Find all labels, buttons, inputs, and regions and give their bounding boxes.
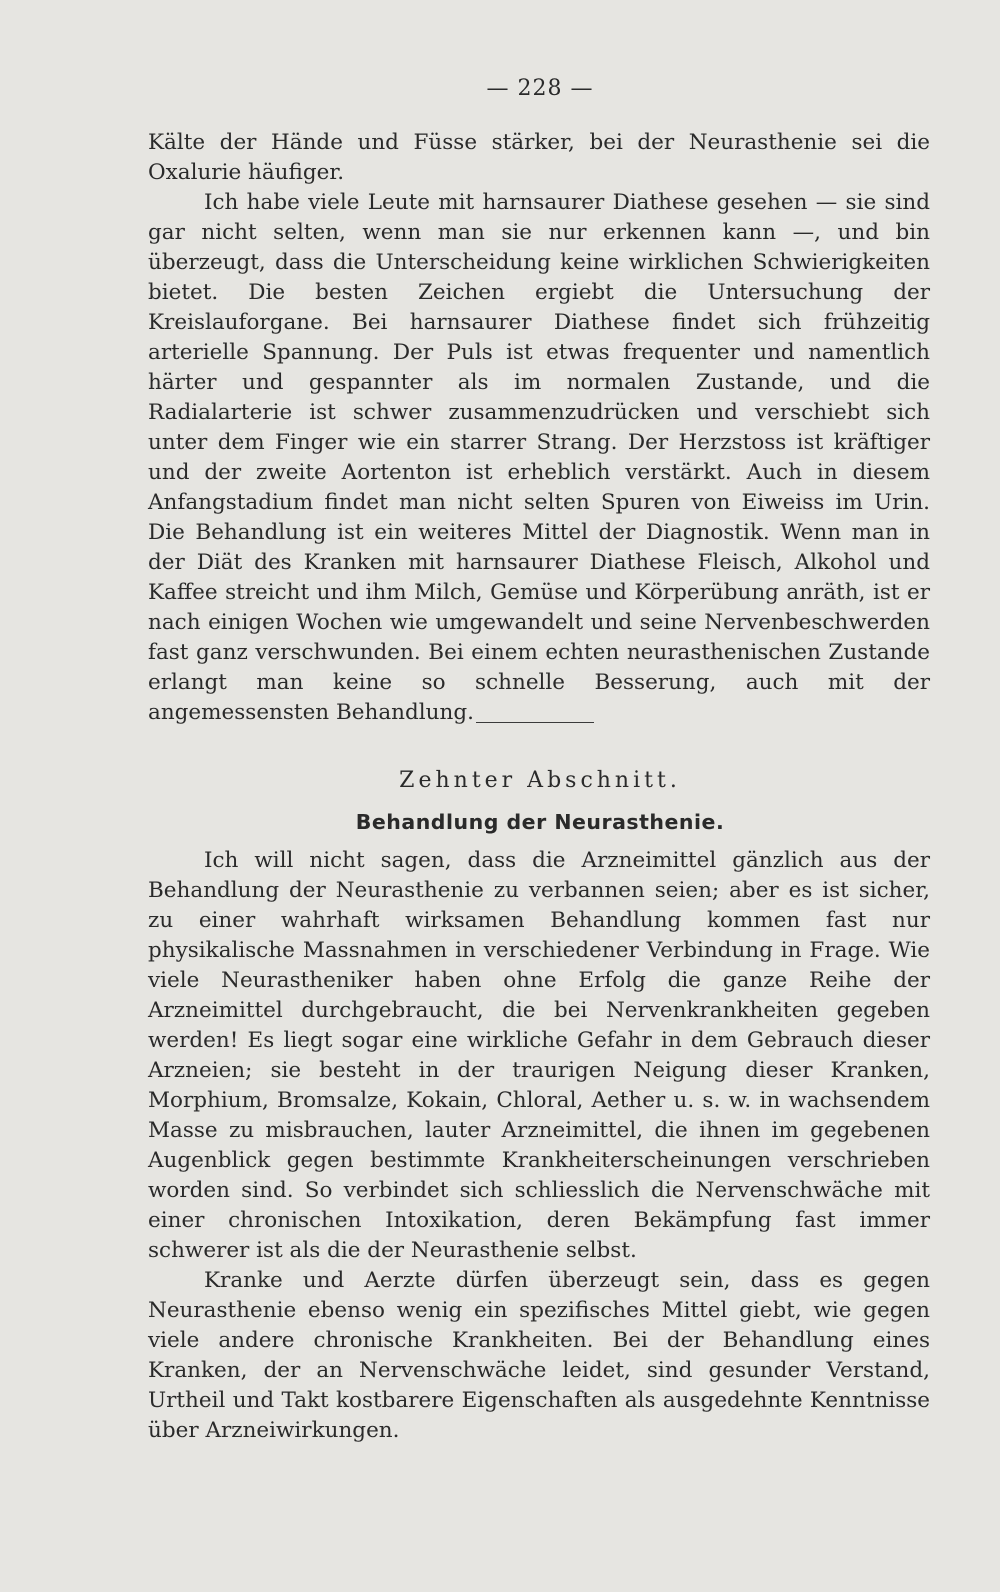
- section-divider: [476, 722, 594, 723]
- paragraph: Kranke und Aerzte dürfen überzeugt sein, dass es gegen Neurasthenie ebenso wenig ein spezifisches Mittel giebt, wie gegen viele andere chronische Krankheiten. Bei der Behandlung eines Kranken, der an Nervenschwäche leidet, sind gesunder Verstand, Urtheil und Takt kostbarere Eigenschaften als ausgedehnte Kenntnisse über Arzneiwirkungen.: [148, 1268, 930, 1443]
- paragraph: Ich habe viele Leute mit harnsaurer Diathese gesehen — sie sind gar nicht selten, wenn man sie nur erkennen kann —, und bin überzeugt, dass die Unterscheidung keine wirklichen Schwierigkeiten bietet. Die besten Zeichen ergiebt die Untersuchung der Kreislauforgane. Bei harnsaurer Diathese findet sich frühzeitig arterielle Spannung. Der Puls ist etwas frequenter und namentlich härter und gespannter als im normalen Zustande, und die Radialarterie ist schwer zusammenzudrücken und verschiebt sich unter dem Finger wie ein starrer Strang. Der Herzstoss ist kräftiger und der zweite Aortenton ist erheblich verstärkt. Auch in diesem Anfangstadium findet man nicht selten Spuren von Eiweiss im Urin. Die Behandlung ist ein weiteres Mittel der Diagnostik. Wenn man in der Diät des Kranken mit harnsaurer Diathese Fleisch, Alkohol und Kaffee streicht und ihm Milch, Gemüse und Körperübung anräth, ist er nach einigen Wochen wie umgewandelt und seine Nervenbeschwerden fast ganz verschwunden. Bei einem echten neurasthenischen Zustande erlangt man keine so schnelle Besserung, auch mit der angemessensten Behandlung.: [148, 190, 930, 725]
- paragraph: Ich will nicht sagen, dass die Arzneimittel gänzlich aus der Behandlung der Neurasthenie zu verbannen seien; aber es ist sicher, zu einer wahrhaft wirksamen Behandlung kommen fast nur physikalische Massnahmen in verschiedener Verbindung in Frage. Wie viele Neurastheniker haben ohne Erfolg die ganze Reihe der Arzneimittel durchgebraucht, die bei Nervenkrankheiten gegeben werden! Es liegt sogar eine wirkliche Gefahr in dem Gebrauch dieser Arzneien; sie besteht in der traurigen Neigung dieser Kranken, Morphium, Bromsalze, Kokain, Chloral, Aether u. s. w. in wachsendem Masse zu misbrauchen, lauter Arzneimittel, die ihnen im gegebenen Augenblick gegen bestimmte Krankheiterscheinungen verschrieben worden sind. So verbindet sich schliesslich die Nervenschwäche mit einer chronischen Intoxikation, deren Bekämpfung fast immer schwerer ist als die der Neurasthenie selbst.: [148, 848, 930, 1263]
- section-title: Behandlung der Neurasthenie.: [355, 810, 725, 834]
- preceding-text: [148, 128, 930, 728]
- page-number: — 228 —: [486, 76, 594, 101]
- paragraph: Kälte der Hände und Füsse stärker, bei der Neurasthenie sei die Oxalurie häufiger.: [148, 130, 930, 185]
- section-text: [148, 846, 930, 1446]
- section-heading: Zehnter Abschnitt.: [399, 768, 681, 793]
